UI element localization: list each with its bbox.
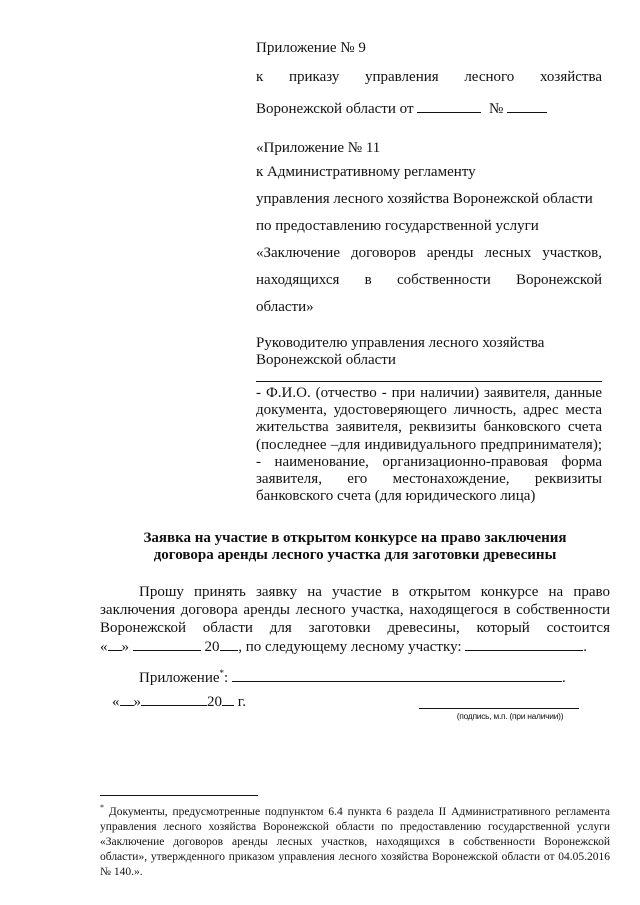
- attachment-blank: [232, 667, 562, 682]
- signature-caption: (подпись, м.п. (при наличии)): [456, 711, 564, 721]
- quote-close: »: [121, 639, 129, 655]
- order-number-blank: [507, 98, 547, 113]
- day-blank: [108, 637, 122, 651]
- appendix-header: [256, 40, 602, 118]
- order-date-label: Воронежской области от: [256, 101, 414, 117]
- body-line4: [100, 637, 610, 656]
- application-title-line1: Заявка на участие в открытом конкурсе на право заключения: [143, 530, 567, 546]
- addressee-line1: Руководителю управления лесного хозяйства: [256, 335, 545, 351]
- appendix-block-line3: управления лесного хозяйства Воронежской области: [256, 191, 593, 207]
- lot-blank: [465, 637, 583, 651]
- applicant-info-line4: (последнее –для индивидуального предпринимателя);: [256, 436, 602, 453]
- body-line3: Воронежской области для заготовки древесины, который состоится: [100, 620, 610, 636]
- year-blank: [220, 637, 238, 651]
- body-line1: Прошу принять заявку на участие в открытом конкурсе на право: [139, 584, 610, 600]
- applicant-info-line3: жительства заявителя, реквизиты банковского счета: [256, 419, 602, 436]
- attachment-colon: :: [224, 670, 229, 686]
- signing-date: [112, 692, 246, 711]
- attachment-label: Приложение: [139, 670, 220, 686]
- date-year-prefix: 20: [207, 694, 222, 710]
- attachment-line: [139, 665, 609, 687]
- lot-text: , по следующему лесному участку:: [238, 639, 462, 655]
- date-day-blank: [120, 692, 134, 706]
- attachment-end: .: [561, 670, 566, 686]
- appendix-block: [256, 140, 602, 316]
- appendix-header-line1: Приложение № 9: [256, 40, 366, 56]
- footnote: [100, 800, 610, 880]
- date-quote-open: «: [112, 694, 120, 710]
- applicant-info-line5: - наименование, организационно-правовая форма: [256, 453, 602, 470]
- body-line2: заключения договора аренды лесного участка, находящегося в собственности: [100, 602, 610, 618]
- appendix-block-line5: «Заключение договоров аренды лесных участков,: [256, 245, 602, 261]
- applicant-info: [256, 385, 602, 505]
- appendix-block-line4: по предоставлению государственной услуги: [256, 218, 539, 234]
- signature-line: [419, 708, 579, 709]
- date-quote-close: »: [133, 694, 141, 710]
- applicant-underline: [256, 381, 602, 382]
- year-prefix: 20: [204, 639, 220, 655]
- appendix-header-line3: [256, 98, 602, 118]
- application-title: [100, 530, 610, 564]
- month-blank: [133, 637, 201, 651]
- applicant-info-line6: заявителя, его местонахождение, реквизиты: [256, 471, 602, 488]
- quote-open: «: [100, 639, 108, 655]
- date-year-blank: [222, 692, 234, 706]
- appendix-block-line1: «Приложение № 11: [256, 140, 381, 156]
- application-body: [100, 583, 610, 656]
- addressee: [256, 335, 602, 369]
- footnote-mark: *: [100, 803, 104, 812]
- appendix-header-line2: к приказу управления лесного хозяйства: [256, 69, 602, 85]
- date-suffix: г.: [237, 694, 246, 710]
- footnote-text: Документы, предусмотренные подпунктом 6.4 пункта 6 раздела II Административного регламента управления лесного хозяйства Воронежской области по предоставлению государственной услуги «Заключение договоров аренды лесных участков, находящихся в собственности Воронежской области», утвержденного приказом управления лесного хозяйства Воронежской области от 04.05.2016 № 140.».: [100, 805, 610, 878]
- attachment-mark: *: [219, 668, 225, 678]
- applicant-info-line2: документа, удостоверяющего личность, адрес места: [256, 402, 602, 419]
- number-sign: №: [489, 101, 504, 117]
- appendix-block-line6: находящихся в собственности Воронежской: [256, 272, 602, 288]
- application-title-line2: договора аренды лесного участка для заготовки древесины: [153, 547, 557, 563]
- addressee-line2: Воронежской области: [256, 352, 396, 368]
- appendix-block-line2: к Административному регламенту: [256, 164, 476, 180]
- appendix-block-line7: области»: [256, 299, 314, 315]
- footnote-separator: [100, 795, 258, 796]
- date-month-blank: [141, 692, 207, 706]
- applicant-info-line1: - Ф.И.О. (отчество - при наличии) заявителя, данные: [256, 385, 602, 401]
- lot-end: .: [583, 639, 588, 655]
- order-date-blank: [417, 98, 481, 113]
- applicant-info-line7: банковского счета (для юридического лица): [256, 488, 536, 505]
